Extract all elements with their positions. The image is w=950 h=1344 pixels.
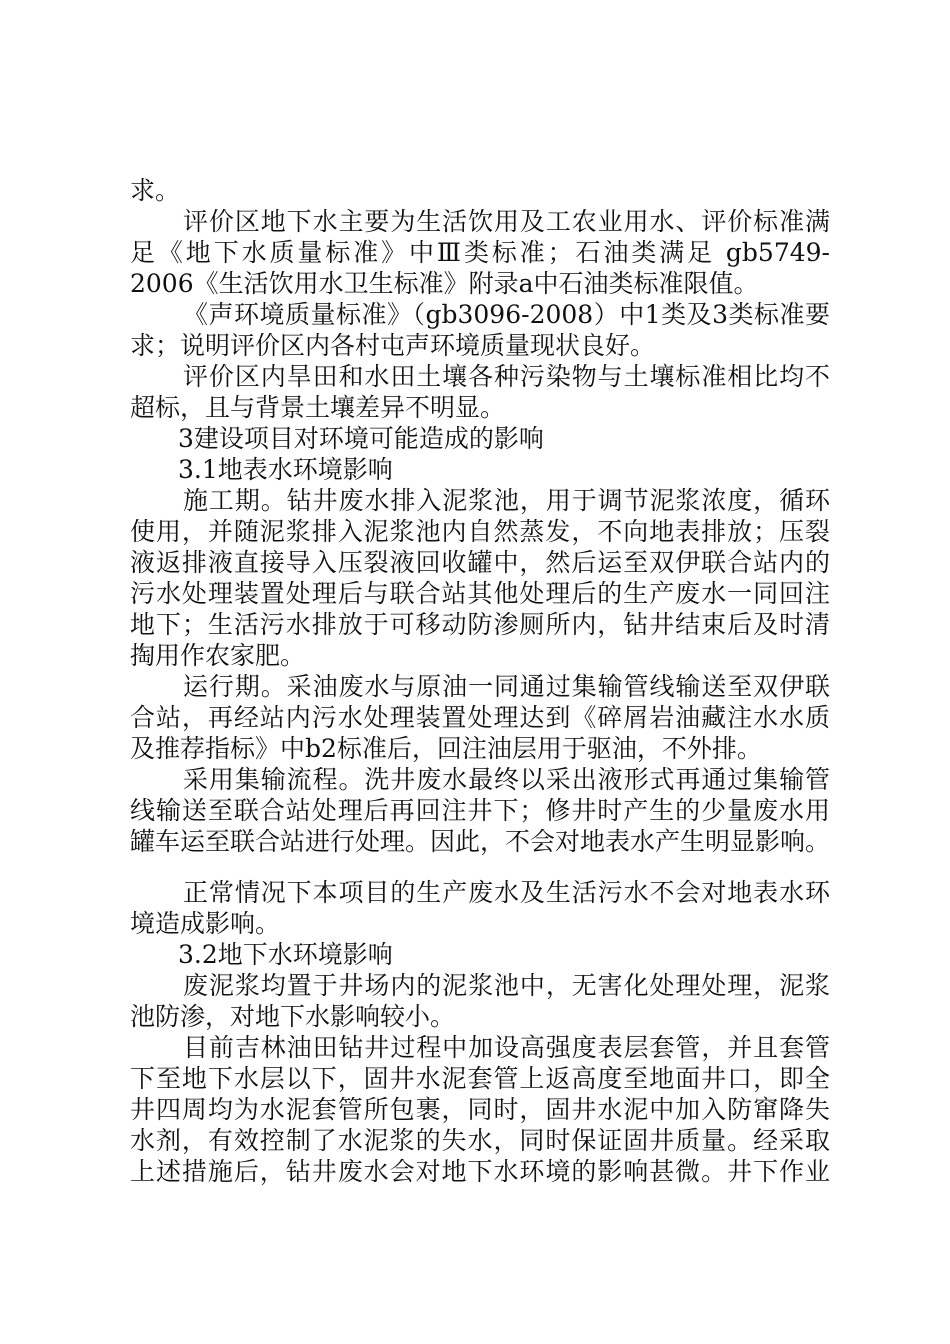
- paragraph-operation-period: [130, 671, 830, 764]
- subsection-heading: [130, 454, 830, 485]
- text-line: 超标，且与背景土壤差异不明显。: [130, 393, 506, 422]
- paragraph-groundwater-standard: [130, 206, 830, 299]
- text-line: 上述措施后，钻井废水会对地下水环境的影响甚微。井下作业: [130, 1157, 830, 1186]
- heading-text: 3建设项目对环境可能造成的影响: [178, 424, 544, 453]
- subsection-heading: [130, 939, 830, 970]
- text-line: 求；说明评价区内各村屯声环境质量现状良好。: [130, 331, 656, 360]
- paragraph-construction-period: [130, 485, 830, 671]
- text-line: 地下；生活污水排放于可移动防渗厕所内，钻井结束后及时清: [130, 610, 830, 639]
- text-line: 掏用作农家肥。: [130, 641, 306, 670]
- text-line: 使用，并随泥浆排入泥浆池内自然蒸发，不向地表排放；压裂: [130, 517, 830, 546]
- text-line: 废泥浆均置于井场内的泥浆池中，无害化处理处理，泥浆: [183, 971, 830, 1000]
- text-line: 池防渗，对地下水影响较小。: [130, 1002, 456, 1031]
- text-line: 合站，再经站内污水处理装置处理达到《碎屑岩油藏注水水质: [130, 703, 830, 732]
- text-line: 2006《生活饮用水卫生标准》附录a中石油类标准限值。: [130, 269, 759, 298]
- paragraph-continuation: [130, 175, 830, 206]
- text-line: 评价区内旱田和水田土壤各种污染物与土壤标准相比均不: [183, 362, 830, 391]
- document-body: [130, 175, 830, 1187]
- text-line: 足《地下水质量标准》中Ⅲ类标准；石油类满足 gb5749-: [130, 238, 830, 267]
- text-line: 目前吉林油田钻井过程中加设高强度表层套管，并且套管: [183, 1033, 830, 1062]
- text-line: 采用集输流程。洗井废水最终以采出液形式再通过集输管: [183, 765, 830, 794]
- paragraph-casing: [130, 1032, 830, 1187]
- text-line: 水剂，有效控制了水泥浆的失水，同时保证固井质量。经采取: [130, 1126, 830, 1155]
- heading-text: 3.2地下水环境影响: [178, 940, 393, 969]
- paragraph-gathering-process: [130, 764, 830, 857]
- paragraph-soil: [130, 361, 830, 423]
- text-line: 评价区地下水主要为生活饮用及工农业用水、评价标准满: [183, 207, 830, 236]
- text-line: 正常情况下本项目的生产废水及生活污水不会对地表水环: [183, 878, 830, 907]
- text-line: 罐车运至联合站进行处理。因此，不会对地表水产生明显影响。: [130, 827, 831, 856]
- text-line: 线输送至联合站处理后再回注井下；修井时产生的少量废水用: [130, 796, 830, 825]
- paragraph-waste-mud: [130, 970, 830, 1032]
- section-heading: [130, 423, 830, 454]
- text-line: 施工期。钻井废水排入泥浆池，用于调节泥浆浓度，循环: [183, 486, 830, 515]
- text-line: 井四周均为水泥套管所包裹，同时，固井水泥中加入防窜降失: [130, 1095, 830, 1124]
- text-line: 运行期。采油废水与原油一同通过集输管线输送至双伊联: [183, 672, 830, 701]
- text-line: 境造成影响。: [130, 909, 281, 938]
- text-line: 《声环境质量标准》（gb3096-2008）中1类及3类标准要: [183, 300, 830, 329]
- heading-text: 3.1地表水环境影响: [178, 455, 393, 484]
- text-line: 液返排液直接导入压裂液回收罐中，然后运至双伊联合站内的: [130, 548, 830, 577]
- text-line: 求。: [130, 176, 181, 205]
- paragraph-normal-conditions: [130, 877, 830, 939]
- text-line: 下至地下水层以下，固井水泥套管上返高度至地面井口，即全: [130, 1064, 830, 1093]
- text-line: 污水处理装置处理后与联合站其他处理后的生产废水一同回注: [130, 579, 830, 608]
- paragraph-noise-standard: [130, 299, 830, 361]
- text-line: 及推荐指标》中b2标准后，回注油层用于驱油，不外排。: [130, 734, 762, 763]
